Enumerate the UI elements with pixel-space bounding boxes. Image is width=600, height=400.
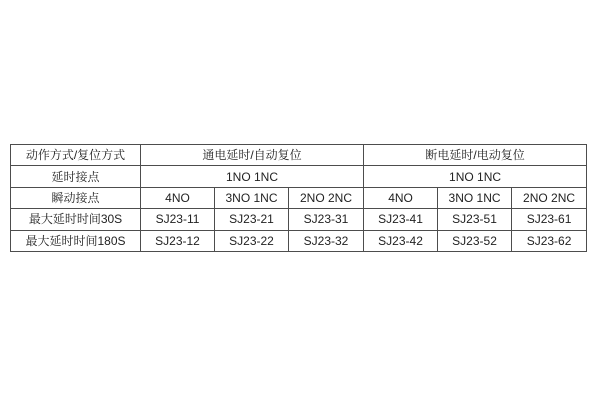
model-cell: SJ23-22 (215, 230, 289, 251)
group-header-power-on-delay-auto-reset: 通电延时/自动复位 (141, 145, 364, 166)
row-label-instant-contact: 瞬动接点 (11, 187, 141, 208)
row-label-max-delay-180s: 最大延时时间180S (11, 230, 141, 251)
table-row (11, 209, 587, 230)
model-cell: SJ23-32 (289, 230, 364, 251)
row-label-action-reset-mode: 动作方式/复位方式 (11, 145, 141, 166)
model-cell: SJ23-41 (364, 209, 438, 230)
group-header-power-off-delay-electric-reset: 断电延时/电动复位 (364, 145, 587, 166)
table-row (11, 187, 587, 208)
contact-config-cell: 3NO 1NC (215, 187, 289, 208)
delay-contact-cell-left: 1NO 1NC (141, 166, 364, 187)
model-cell: SJ23-62 (512, 230, 587, 251)
contact-config-cell: 2NO 2NC (512, 187, 587, 208)
row-label-delay-contact: 延时接点 (11, 166, 141, 187)
contact-config-cell: 2NO 2NC (289, 187, 364, 208)
model-cell: SJ23-21 (215, 209, 289, 230)
model-cell: SJ23-42 (364, 230, 438, 251)
model-cell: SJ23-12 (141, 230, 215, 251)
table-row (11, 230, 587, 251)
contact-config-cell: 4NO (141, 187, 215, 208)
model-cell: SJ23-31 (289, 209, 364, 230)
table-row (11, 145, 587, 166)
model-cell: SJ23-61 (512, 209, 587, 230)
model-cell: SJ23-52 (438, 230, 512, 251)
contact-config-cell: 3NO 1NC (438, 187, 512, 208)
table-row (11, 166, 587, 187)
relay-spec-table (10, 144, 587, 252)
contact-config-cell: 4NO (364, 187, 438, 208)
delay-contact-cell-right: 1NO 1NC (364, 166, 587, 187)
model-cell: SJ23-11 (141, 209, 215, 230)
model-cell: SJ23-51 (438, 209, 512, 230)
row-label-max-delay-30s: 最大延时时间30S (11, 209, 141, 230)
